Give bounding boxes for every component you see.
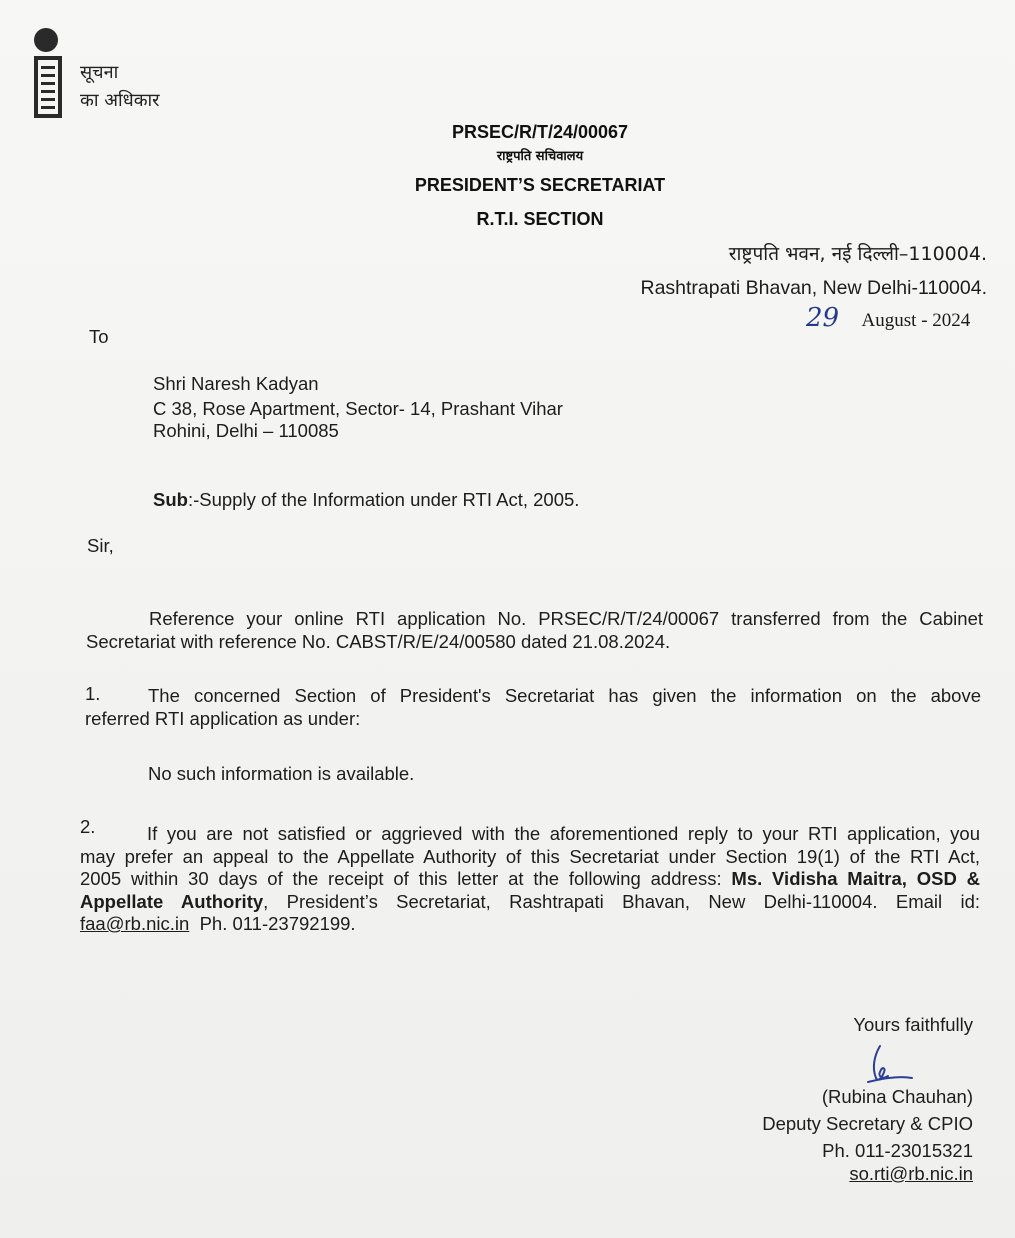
point1-line1: The concerned Section of President's Secretariat has given the information on the above (148, 685, 981, 706)
appeal-phone: Ph. 011-23792199. (199, 913, 356, 934)
point1-paragraph (85, 685, 981, 730)
signatory-designation: Deputy Secretary & CPIO (762, 1113, 973, 1134)
point2-line3 (80, 868, 980, 891)
logo-text-line2: का अधिकार (80, 90, 160, 111)
reference-number: PRSEC/R/T/24/00067 (451, 122, 629, 142)
signatory-email[interactable]: so.rti@rb.nic.in (849, 1163, 973, 1184)
recipient-address-line1: C 38, Rose Apartment, Sector- 14, Prashant Vihar (153, 398, 563, 419)
hindi-address: राष्ट्रपति भवन, नई दिल्ली–110004. (728, 243, 987, 265)
point2-line1: If you are not satisfied or aggrieved with the aforementioned reply to your RTI application, you (147, 823, 980, 844)
point2-line3-text: 2005 within 30 days of the receipt of this letter at the following address: (80, 868, 732, 889)
to-label: To (89, 326, 109, 347)
point1-line2: referred RTI application as under: (85, 707, 361, 729)
appellate-authority-name: Ms. Vidisha Maitra, OSD & (731, 868, 980, 889)
point2-line4 (80, 891, 980, 914)
office-address: Rashtrapati Bhavan, New Delhi-110004. (640, 277, 987, 299)
date-month-year: August - 2024 (861, 310, 971, 331)
salutation: Sir, (87, 535, 114, 556)
department-name: PRESIDENT’S SECRETARIAT (414, 175, 666, 195)
handwritten-day: 29 (806, 303, 840, 333)
subject-text: :-Supply of the Information under RTI Act, 2005. (187, 489, 580, 510)
recipient-name: Shri Naresh Kadyan (153, 373, 319, 394)
point1-answer: No such information is available. (148, 763, 415, 784)
section-name: R.T.I. SECTION (476, 209, 604, 229)
recipient-address-line2: Rohini, Delhi – 110085 (153, 420, 339, 441)
signatory-phone: Ph. 011-23015321 (822, 1140, 973, 1161)
letter-date (806, 303, 970, 333)
subject-line (153, 489, 579, 511)
rti-logo (26, 26, 176, 122)
valediction: Yours faithfully (853, 1014, 973, 1035)
point2-line2: may prefer an appeal to the Appellate Authority of this Secretariat under Section 19(1) of the RTI Act, (80, 845, 980, 867)
reference-line1: Reference your online RTI application No. PRSEC/R/T/24/00067 transferred from the Cabinet (149, 608, 983, 629)
point2-line5 (80, 913, 980, 936)
hindi-department: राष्ट्रपति सचिवालय (496, 149, 584, 164)
signatory-name: (Rubina Chauhan) (821, 1086, 973, 1107)
reference-line2: Secretariat with reference No. CABST/R/E/24/00580 dated 21.08.2024. (86, 630, 671, 652)
rti-logo-icon (26, 26, 66, 120)
appellate-authority-title: Appellate Authority (80, 890, 264, 912)
logo-text-line1: सूचना (80, 62, 119, 83)
reference-paragraph (86, 608, 983, 653)
point1-number: 1. (85, 683, 101, 704)
point2-paragraph (80, 823, 980, 936)
subject-label: Sub (153, 489, 188, 510)
point2-number: 2. (80, 816, 96, 837)
point2-line4-text: , President’s Secretariat, Rashtrapati Bhavan, New Delhi-110004. Email id: (263, 890, 981, 912)
signature-mark (860, 1042, 930, 1092)
appeal-email-link[interactable]: faa@rb.nic.in (80, 913, 190, 934)
